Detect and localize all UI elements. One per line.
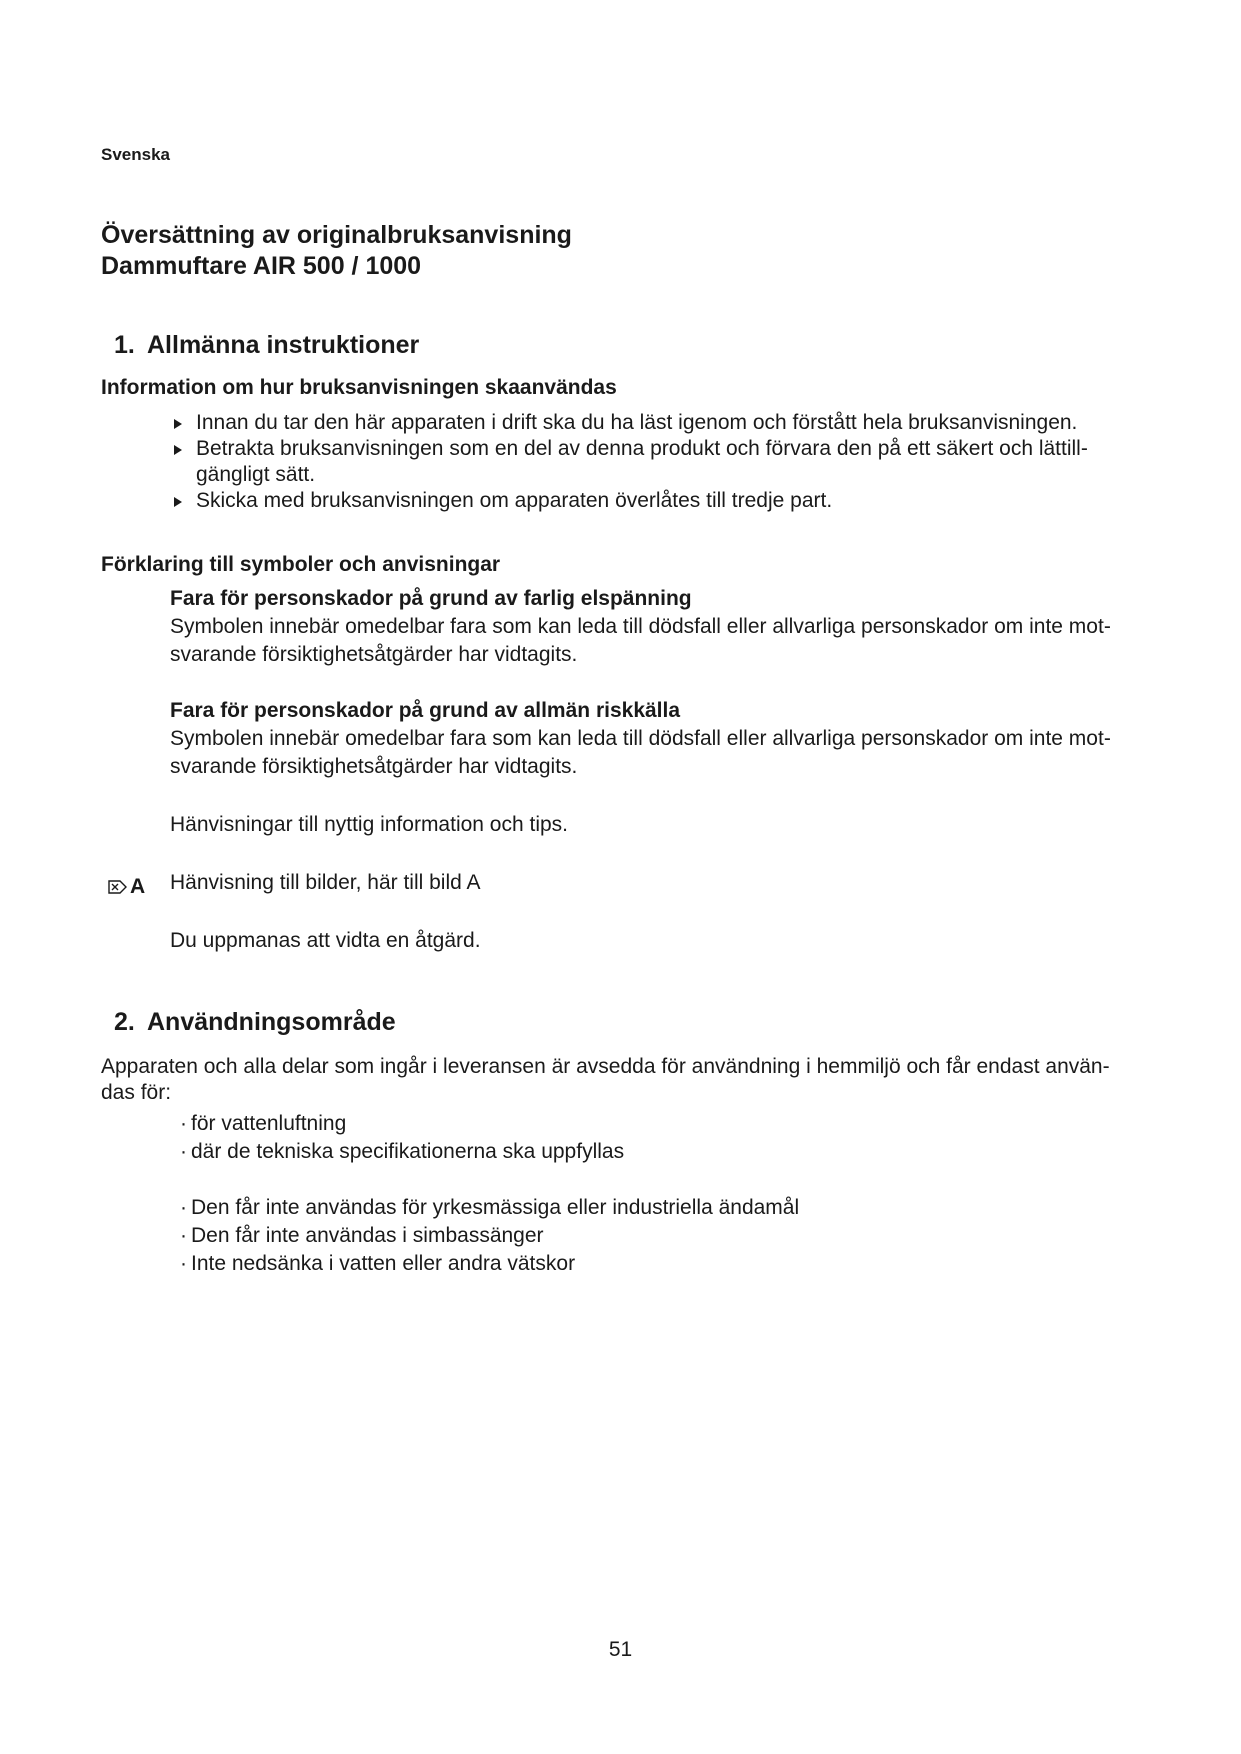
voltage-warning-description-line-2: svarande försiktighetsåtgärder har vidtagits. [170, 643, 578, 666]
voltage-warning-description-line-1: Symbolen innebär omedelbar fara som kan leda till dödsfall eller allvarliga personskador om inte mot- [170, 615, 1111, 638]
figure-reference-icon [108, 879, 128, 895]
usage-bullet-list [172, 410, 1102, 514]
figure-reference-text: Hänvisning till bilder, här till bild A [170, 871, 481, 894]
list-item [180, 1222, 799, 1250]
dot-bullet: · [180, 1112, 187, 1135]
usage-info-heading: Information om hur bruksanvisningen skaanvändas [101, 376, 617, 399]
triangle-right-icon [174, 419, 182, 429]
voltage-warning-title: Fara för personskador på grund av farlig elspänning [170, 587, 692, 610]
list-item [180, 1138, 624, 1166]
section-2-heading [114, 1008, 396, 1037]
figure-reference-letter: A [130, 875, 146, 898]
list-item-text: Betrakta bruksanvisningen som en del av denna produkt och förvara den på ett säkert och lättill-gängligt sätt. [196, 437, 1088, 486]
tips-text: Hänvisningar till nyttig information och tips. [170, 813, 569, 836]
general-warning-description-line-1: Symbolen innebär omedelbar fara som kan leda till dödsfall eller allvarliga personskador om inte mot- [170, 727, 1111, 750]
list-item [172, 436, 1102, 488]
dot-bullet: · [180, 1252, 187, 1275]
list-item [180, 1194, 799, 1222]
allowed-use-list [180, 1110, 624, 1166]
general-warning-block [170, 697, 1130, 781]
triangle-right-icon [174, 497, 182, 507]
list-item [180, 1250, 799, 1278]
list-item [180, 1110, 624, 1138]
section-1-heading [114, 331, 419, 360]
document-title-line-1: Översättning av originalbruksanvisning [101, 221, 572, 249]
list-item-text: Innan du tar den här apparaten i drift ska du ha läst igenom och förstått hela bruksanvisningen. [196, 411, 1078, 434]
triangle-right-icon [174, 445, 182, 455]
general-warning-description-line-2: svarande försiktighetsåtgärder har vidtagits. [170, 755, 578, 778]
list-item [172, 488, 1102, 514]
general-warning-title: Fara för personskador på grund av allmän riskkälla [170, 699, 681, 722]
document-title [101, 220, 572, 282]
dot-bullet: · [180, 1196, 187, 1219]
list-item-text: för vattenluftning [191, 1112, 347, 1135]
voltage-warning-block [170, 585, 1130, 669]
dot-bullet: · [180, 1224, 187, 1247]
list-item-text: där de tekniska specifikationerna ska uppfyllas [191, 1140, 625, 1163]
list-item [172, 410, 1102, 436]
list-item-text: Den får inte användas i simbassänger [191, 1224, 544, 1247]
section-2-number: 2. [114, 1008, 135, 1036]
section-1-number: 1. [114, 331, 135, 359]
usage-intro [101, 1054, 1110, 1106]
action-text: Du uppmanas att vidta en åtgärd. [170, 929, 481, 952]
symbols-heading: Förklaring till symboler och anvisningar [101, 553, 501, 576]
document-title-line-2: Dammuftare AIR 500 / 1000 [101, 252, 422, 280]
usage-intro-line-1: Apparaten och alla delar som ingår i leveransen är avsedda för användning i hemmiljö och får endast använ- [101, 1055, 1110, 1078]
language-label: Svenska [101, 145, 170, 164]
figure-reference-marker [108, 875, 145, 899]
list-item-text: Inte nedsänka i vatten eller andra vätskor [191, 1252, 576, 1275]
dot-bullet: · [180, 1140, 187, 1163]
usage-intro-line-2: das för: [101, 1081, 172, 1104]
restrictions-list [180, 1194, 799, 1278]
list-item-text: Den får inte användas för yrkesmässiga eller industriella ändamål [191, 1196, 800, 1219]
list-item-text: Skicka med bruksanvisningen om apparaten överlåtes till tredje part. [196, 489, 833, 512]
page-number: 51 [608, 1638, 633, 1661]
section-2-title: Användningsområde [147, 1008, 396, 1036]
section-1-title: Allmänna instruktioner [147, 331, 420, 359]
